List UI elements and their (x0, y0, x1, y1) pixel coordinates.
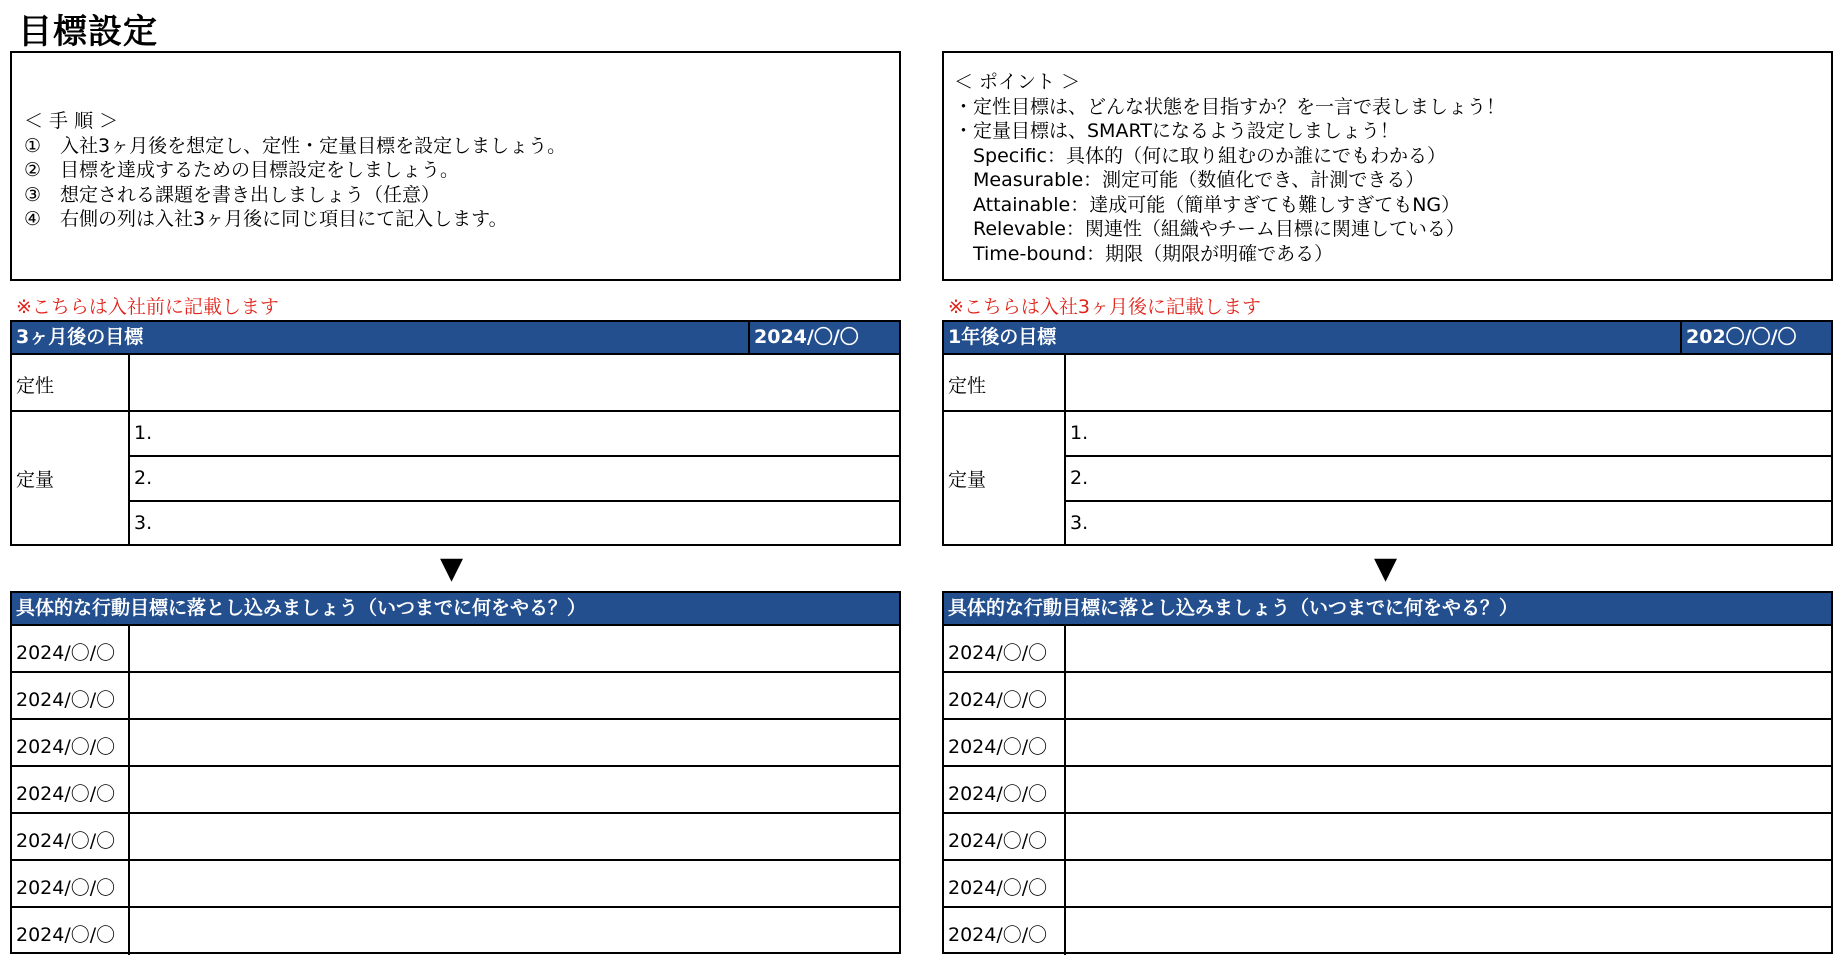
right-quant-number: 3. (1070, 512, 1089, 534)
left-goal-table (10, 320, 901, 546)
left-action-input[interactable] (130, 720, 899, 767)
right-action-date: 2024/〇/〇 (948, 783, 1048, 805)
left-action-date: 2024/〇/〇 (16, 783, 116, 805)
left-action-input[interactable] (130, 861, 899, 908)
left-action-date: 2024/〇/〇 (16, 642, 116, 664)
right-quant-number: 1. (1070, 422, 1089, 444)
left-action-table (10, 591, 901, 954)
right-goal-header (944, 322, 1831, 355)
left-action-date-cell (12, 767, 130, 814)
procedure-step: ① 入社3ヶ月後を想定し、定性・定量目標を設定しましょう。 (24, 134, 567, 157)
right-quant-input[interactable] (1066, 457, 1831, 502)
left-note: ※こちらは入社前に記載します (16, 296, 279, 318)
points-line: Specific：具体的（何に取り組むのか誰にでもわかる） (954, 144, 1446, 167)
procedure-step: ④ 右側の列は入社3ヶ月後に同じ項目にて記入します。 (24, 208, 508, 230)
right-goal-header-date: 202〇/〇/〇 (1680, 322, 1831, 353)
right-action-input[interactable] (1066, 720, 1831, 767)
right-action-date-cell (944, 767, 1066, 814)
right-action-header (944, 593, 1831, 626)
left-quant-number: 3. (134, 512, 153, 534)
right-quantitative-label: 定量 (948, 469, 987, 491)
right-goal-table (942, 320, 1833, 546)
right-qualitative-input[interactable] (1066, 355, 1831, 412)
left-goal-header (12, 322, 899, 355)
left-action-date-cell (12, 720, 130, 767)
left-action-input[interactable] (130, 814, 899, 861)
right-action-date: 2024/〇/〇 (948, 830, 1048, 852)
left-action-date-cell (12, 673, 130, 720)
left-action-date-cell (12, 814, 130, 861)
right-quant-number: 2. (1070, 467, 1089, 489)
right-action-input[interactable] (1066, 626, 1831, 673)
left-action-date: 2024/〇/〇 (16, 736, 116, 758)
left-quant-number: 2. (134, 467, 153, 489)
points-line: Relevable：関連性（組織やチーム目標に関連している） (954, 218, 1465, 240)
right-quantitative-label-cell (944, 412, 1066, 544)
right-note: ※こちらは入社3ヶ月後に記載します (948, 296, 1262, 318)
right-action-date: 2024/〇/〇 (948, 924, 1048, 946)
right-qualitative-label: 定性 (948, 375, 987, 397)
left-action-header (12, 593, 899, 626)
points-line: ・定量目標は、SMARTになるよう設定しましょう！ (954, 120, 1399, 142)
left-quantitative-label-cell (12, 412, 130, 544)
left-action-date-cell (12, 908, 130, 955)
procedure-box (10, 51, 901, 281)
left-quantitative-label: 定量 (16, 469, 55, 491)
right-action-date: 2024/〇/〇 (948, 642, 1048, 664)
right-quant-input[interactable] (1066, 502, 1831, 544)
left-goal-header-date: 2024/〇/〇 (748, 322, 899, 353)
left-qualitative-label: 定性 (16, 375, 55, 397)
right-action-input[interactable] (1066, 814, 1831, 861)
procedure-step: ③ 想定される課題を書き出しましょう（任意） (24, 183, 441, 206)
right-goal-header-title: 1年後の目標 (948, 326, 1057, 348)
right-action-date: 2024/〇/〇 (948, 689, 1048, 711)
procedure-step: ② 目標を達成するための目標設定をしましょう。 (24, 159, 460, 181)
page-title: 目標設定 (18, 12, 158, 52)
left-action-input[interactable] (130, 908, 899, 955)
right-action-date: 2024/〇/〇 (948, 877, 1048, 899)
left-action-input[interactable] (130, 673, 899, 720)
points-line: ・定性目標は、どんな状態を目指すか？を一言で表しましょう！ (954, 95, 1506, 118)
right-action-input[interactable] (1066, 767, 1831, 814)
points-line: Measurable：測定可能（数値化でき、計測できる） (954, 169, 1425, 191)
points-heading: ＜ ポイント ＞ (954, 71, 1081, 93)
left-action-date: 2024/〇/〇 (16, 924, 116, 946)
left-goal-header-title: 3ヶ月後の目標 (16, 326, 144, 348)
left-qualitative-input[interactable] (130, 355, 899, 412)
left-quant-number: 1. (134, 422, 153, 444)
left-qualitative-label-cell (12, 355, 130, 412)
points-line: Attainable：達成可能（簡単すぎても難しすぎてもNG） (954, 193, 1461, 216)
left-action-date-cell (12, 626, 130, 673)
right-qualitative-label-cell (944, 355, 1066, 412)
right-action-date-cell (944, 814, 1066, 861)
right-action-date-cell (944, 626, 1066, 673)
left-action-date: 2024/〇/〇 (16, 830, 116, 852)
right-action-date-cell (944, 861, 1066, 908)
right-action-date-cell (944, 908, 1066, 955)
right-action-input[interactable] (1066, 861, 1831, 908)
points-box (942, 51, 1833, 281)
right-action-date: 2024/〇/〇 (948, 736, 1048, 758)
left-quant-input[interactable] (130, 412, 899, 457)
right-down-arrow-icon: ▼ (1374, 551, 1398, 586)
left-action-date-cell (12, 861, 130, 908)
right-action-input[interactable] (1066, 673, 1831, 720)
left-action-header-title: 具体的な行動目標に落とし込みましょう（いつまでに何をやる？） (16, 597, 587, 619)
points-line: Time-bound：期限（期限が明確である） (954, 242, 1334, 265)
left-action-input[interactable] (130, 626, 899, 673)
right-quant-input[interactable] (1066, 412, 1831, 457)
left-action-date: 2024/〇/〇 (16, 877, 116, 899)
left-down-arrow-icon: ▼ (440, 551, 464, 586)
left-action-date: 2024/〇/〇 (16, 689, 116, 711)
left-action-input[interactable] (130, 767, 899, 814)
right-action-header-title: 具体的な行動目標に落とし込みましょう（いつまでに何をやる？） (948, 597, 1519, 619)
right-action-input[interactable] (1066, 908, 1831, 955)
right-action-table (942, 591, 1833, 954)
right-action-date-cell (944, 673, 1066, 720)
left-quant-input[interactable] (130, 502, 899, 544)
procedure-heading: ＜ 手 順 ＞ (24, 110, 119, 132)
right-action-date-cell (944, 720, 1066, 767)
left-quant-input[interactable] (130, 457, 899, 502)
